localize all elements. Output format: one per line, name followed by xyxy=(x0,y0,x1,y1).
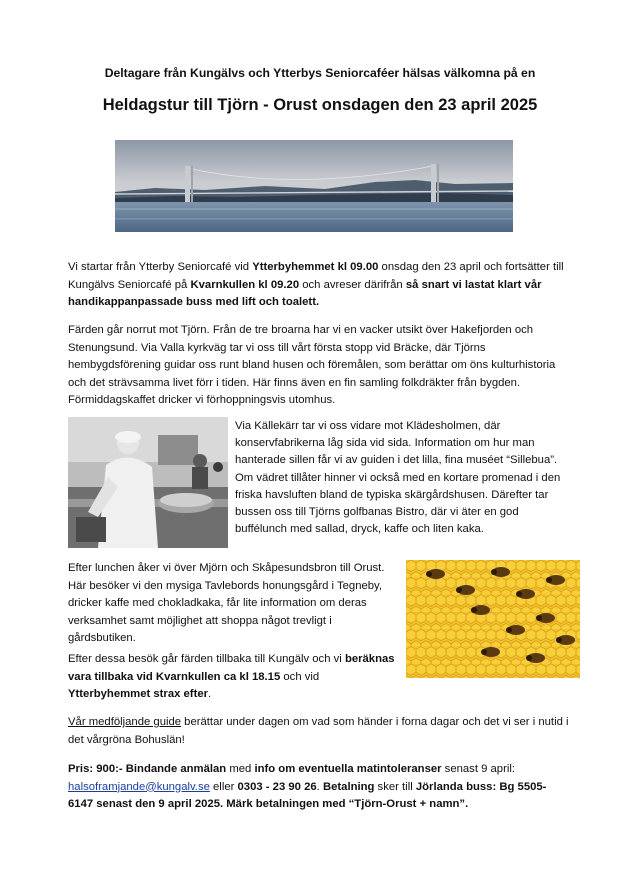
paragraph-price: Pris: 900:- Bindande anmälan med info om eventuella matintoleranser senast 9 april: halsoframjande@kungalv.se eller 0303 - 23 90 26. Betalning sker till Jörlanda buss: Bg 5505-6147 senast den 9 april 2025. Märk betalningen med “Tjörn-Orust + namn”. xyxy=(68,763,547,811)
paragraph-return: Efter dessa besök går färden tillbaka till Kungälv och vi beräknas vara tillbaka vid Kvarnkullen ca kl 18.15 och vid Ytterbyhemmet strax efter. xyxy=(68,653,395,701)
paragraph-orust: Efter lunchen åker vi över Mjörn och Skåpesundsbron till Orust. Här besöker vi den mysiga Tavlebords honungsgård i Tegneby, dricker kaffe med chokladkaka, får lite information om deras verksamhet samt möjlighet att shoppa något trevligt i gårdsbutiken. xyxy=(68,562,385,645)
cannery-workers-photo xyxy=(68,417,228,548)
paragraph-departure: Vi startar från Ytterby Seniorcafé vid Ytterbyhemmet kl 09.00 onsdag den 23 april och fortsätter till Kungälvs Seniorcafé på Kvarnkullen kl 09.20 och avreser därifrån så snart vi lastat klart vår handikappanpassade buss med lift och toalett. xyxy=(68,261,564,309)
paragraph-tjorn: Färden går norrut mot Tjörn. Från de tre broarna har vi en vacker utsikt över Hakefjorden och Stenungsund. Via Valla kyrkväg tar vi oss till vårt första stopp vid Bräcke, där Tjörns hembygdsförening guidar oss runt bland husen och föremålen, som berättar om öns kulturhistoria och det strävsamma livet förr i tiden. Här finns även en fin samling folkdräkter från bygden. Förmiddagskaffet dricker vi förhoppningsvis utomhus. xyxy=(68,324,556,407)
paragraph-kladesholmen: Via Källekärr tar vi oss vidare mot Klädesholmen, där konservfabrikerna låg sida vid sida. Information om hur man hanterade sillen får vi av guiden i det lilla, fina muséet “Sillebua”. Om vädret tillåter hinner vi också med en kortare promenad i den friska havsluften bland de typiska skärgårdshusen. Därefter tar bussen oss till Tjörns golfbanas Bistro, där vi äter en god buffélunch med sallad, dryck, kaffe och liten kaka. xyxy=(235,420,561,536)
page-title: Heldagstur till Tjörn - Orust onsdagen den 23 april 2025 xyxy=(102,96,538,114)
greeting-line: Deltagare från Kungälvs och Ytterbys Seniorcaféer hälsas välkomna på en xyxy=(104,66,536,80)
paragraph-guide: Vår medföljande guide berättar under dagen om vad som händer i forna dagar och det vi ser i nutid i det vårgröna Bohuslän! xyxy=(68,716,569,746)
email-link[interactable]: halsoframjande@kungalv.se xyxy=(68,780,210,793)
bridge-photo xyxy=(115,140,513,232)
honeycomb-bees-photo xyxy=(406,560,580,678)
